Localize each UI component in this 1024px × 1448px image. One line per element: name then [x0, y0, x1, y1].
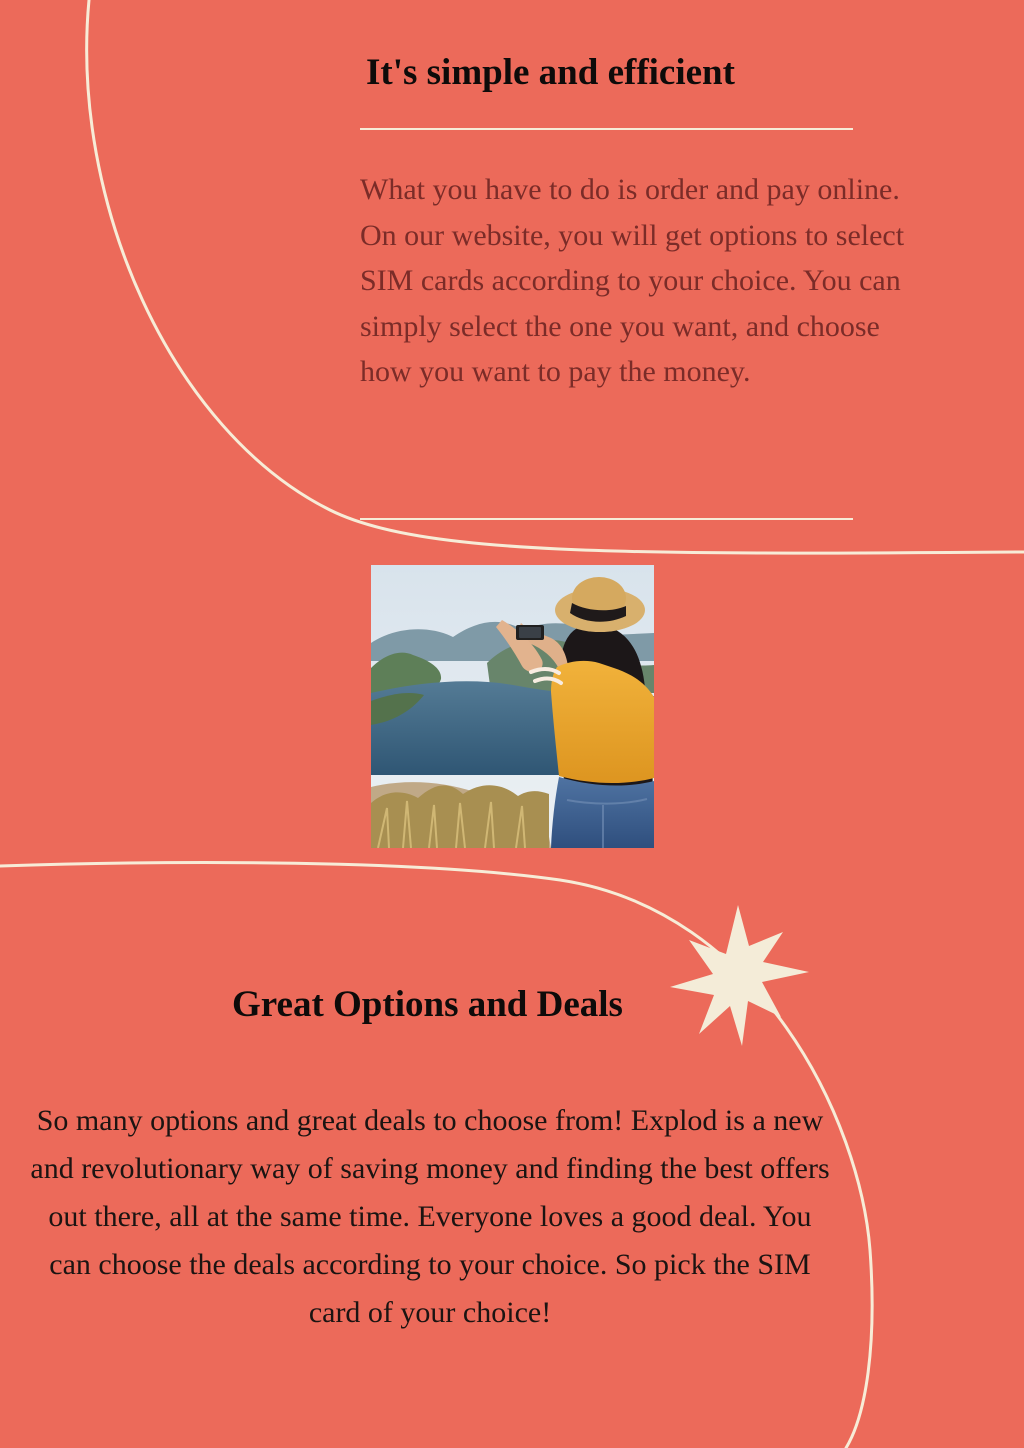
- section-one-body: What you have to do is order and pay online. On our website, you will get options to select SIM cards according to your choice. You can simply select the one you want, and choose how you want to pay the money.: [360, 173, 905, 388]
- phone-screen: [519, 627, 541, 638]
- top-divider: [360, 128, 853, 130]
- section-one-title: It's simple and efficient: [366, 52, 735, 93]
- section-two-body: So many options and great deals to choose from! Explod is a new and revolutionary way of saving money and finding the best offers out there, all at the same time. Everyone loves a good deal. You can choose the deals according to your choice. So pick the SIM card of your choice!: [30, 1104, 830, 1329]
- travel-photo: [371, 565, 654, 848]
- bottom-divider: [360, 518, 853, 520]
- sparkle-star-icon: [670, 905, 809, 1046]
- lake-photo-illustration: [371, 565, 654, 848]
- section-two-title: Great Options and Deals: [232, 984, 623, 1025]
